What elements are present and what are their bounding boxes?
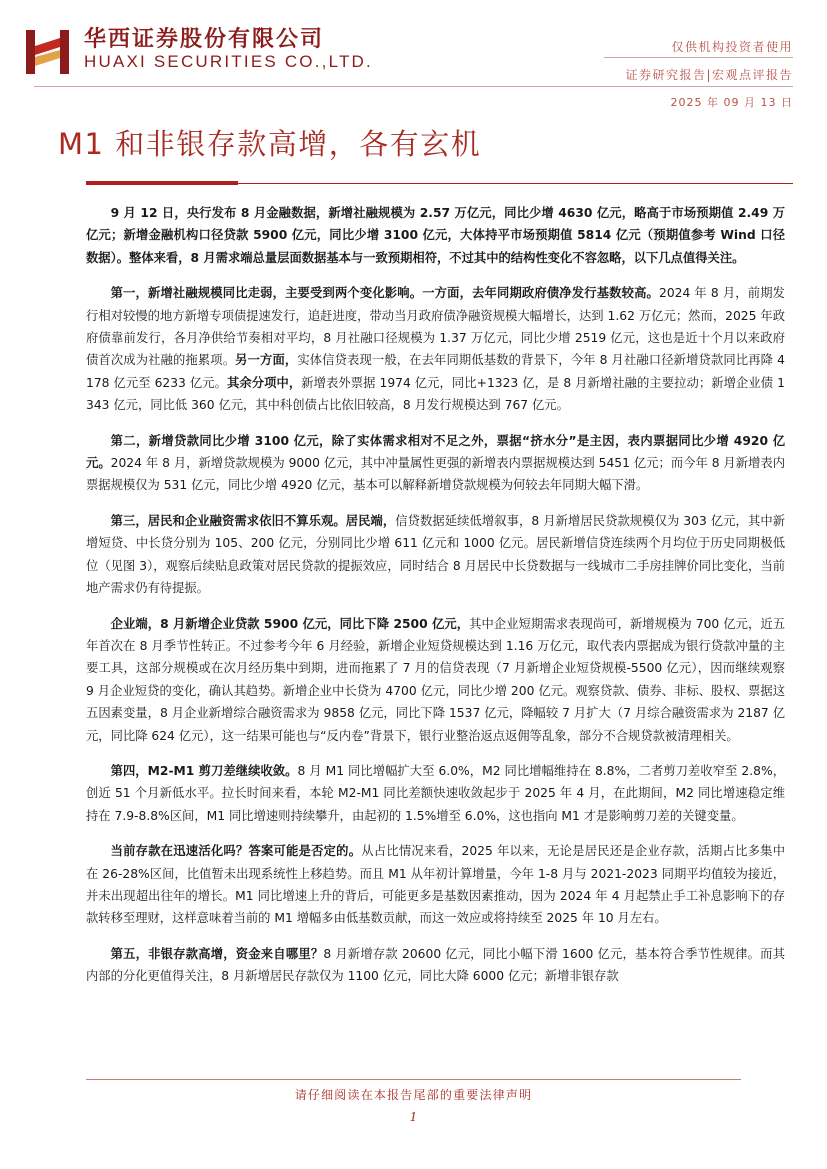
- brand-name-cn: 华西证券股份有限公司: [84, 26, 325, 52]
- paragraph-text: 其中企业短期需求表现尚可，新增规模为 700 亿元，近五年首次在 8 月季节性转正。不过参考今年 6 月经验，新增企业短贷规模达到 1.16 万亿元，取代表内票据成为银行贷款冲量的主要工具，这部分规模或在次月经历集中到期，进而拖累了 7 月的信贷表现（7 月新增企业短贷规模-5500 亿元），因而继续观察 9 月企业短贷的变化，确认其趋势。新增企业中长贷为 4700 亿元，同比少增 200 亿元。观察贷款、债券、非标、股权、票据这五因素变量，8 月企业新增综合融资需求为 9858 亿元，同比下降 1537 亿元，降幅较 7 月扩大（7 月综合融资需求为 2187 亿元，同比降 624 亿元），这一结果可能也与“反内卷”背景下，银行业整治返点返佣等乱象，部分不合规贷款被清理相关。: [86, 616, 785, 743]
- header-divider: [604, 57, 793, 58]
- paragraph-lead: 第二，新增贷款同比少增 3100 亿元，除了实体需求相对不足之外，票据“挤水分”是主因，表内票据同比少增 4920 亿元。: [86, 433, 785, 471]
- paragraph-lead: 第五，非银存款高增，资金来自哪里？: [110, 946, 324, 961]
- paragraph-lead: 第一，新增社融规模同比走弱，主要受到两个变化影响。一方面，去年同期政府债净发行基数较高。: [110, 286, 660, 301]
- report-type: 证券研究报告|宏观点评报告: [625, 68, 793, 82]
- audience-note: 仅供机构投资者使用: [671, 40, 793, 54]
- paragraph-text: 新增表外票据 1974 亿元，同比+1323 亿，是 8 月新增社融的主要拉动；新增企业债 1343 亿元，同比低 360 亿元，其中科创债占比依旧较高，8 月发行规模达到 767 亿元。: [86, 375, 785, 413]
- title-underline: [238, 183, 793, 184]
- report-date: 2025 年 09 月 13 日: [670, 96, 793, 109]
- huaxi-logo-icon: [24, 26, 74, 76]
- paragraph-lead: 9 月 12 日，央行发布 8 月金融数据，新增社融规模为 2.57 万亿元，同比少增 4630 亿元，略高于市场预期值 2.49 万亿元；新增金融机构口径贷款 5900 亿元，同比少增 3100 亿元，大体持平市场预期值 5814 亿元（预期值参考 Wind 口径数据）。整体来看，8 月需求端总量层面数据基本与一致预期相符，不过其中的结构性变化不容忽略，以下几点值得关注。: [86, 206, 785, 265]
- paragraph-text: 从占比情况来看，2025 年以来，无论是居民还是企业存款，活期占比多集中在 26-28%区间，比值暂未出现系统性上移趋势。而且 M1 从年初计算增量，今年 1-8 月与 2021-2023 同期平均值较为接近，并未出现超出往年的增长。M1 同比增速上升的背后，可能更多是基数因素推动，因为 2024 年 4 月起禁止手工补息影响下的存款转移至理财，这样意味着当前的 M1 增幅多由低基数贡献，而这一效应或将持续至 2025 年 10 月左右。: [86, 844, 785, 926]
- brand-name-en: HUAXI SECURITIES CO.,LTD.: [84, 52, 373, 71]
- paragraph-text: 8 月 M1 同比增幅扩大至 6.0%，M2 同比增幅维持在 8.8%，二者剪刀差收窄至 2.8%，创近 51 个月新低水平。拉长时间来看，本轮 M2-M1 同比差额快速收敛起步于 2025 年 4 月，在此期间，M2 同比增速稳定维持在 7.9-8.8%区间，M1 同比增速则持续攀升，由起初的 1.5%增至 6.0%，这也指向 M1 才是影响剪刀差的关键变量。: [86, 763, 785, 823]
- paragraph-enterprise: [86, 613, 785, 747]
- paragraph-lead: 第四，M2-M1 剪刀差继续收敛。: [110, 763, 298, 778]
- paragraph-emphasis: 另一方面，: [235, 353, 298, 368]
- paragraph-summary: [86, 202, 785, 269]
- report-body: [86, 202, 785, 1001]
- header-rule: [34, 86, 793, 87]
- paragraph-point-3: [86, 510, 785, 600]
- paragraph-point-2: [86, 430, 785, 497]
- paragraph-lead: 第三，居民和企业融资需求依旧不算乐观。居民端，: [110, 513, 396, 528]
- page-number: 1: [409, 1110, 418, 1124]
- paragraph-text: 2024 年 8 月，前期发行相对较慢的地方新增专项债提速发行，追赶进度，带动当月政府债净融资规模大幅增长，达到 1.62 万亿元；然而，2025 年政府债靠前发行，各月净供给节奏相对平均，8 月社融口径规模为 1.37 万亿元，同比少增 2519 亿元，这也是近十个月以来政府债首次成为社融的拖累项。: [86, 286, 785, 368]
- paragraph-point-1: [86, 282, 785, 416]
- paragraph-emphasis: 其余分项中，: [226, 375, 302, 390]
- paragraph-text: 信贷数据延续低增叙事，8 月新增居民贷款规模仅为 303 亿元，其中新增短贷、中长贷分别为 105、200 亿元，分别同比少增 611 亿元和 1000 亿元。居民新增信贷连续两个月均位于历史同期极低位（见图 3），观察后续贴息政策对居民贷款的提振效应，同时结合 8 月居民中长贷数据与一线城市二手房挂牌价同比变化，当前地产需求仍有待提振。: [86, 513, 785, 596]
- title-underline-accent: [86, 181, 238, 185]
- paragraph-deposit-activation: [86, 840, 785, 930]
- paragraph-text: 8 月新增存款 20600 亿元，同比小幅下滑 1600 亿元，基本符合季节性规律。而其内部的分化更值得关注，8 月新增居民存款仅为 1100 亿元，同比大降 6000 亿元；新增非银存款: [86, 946, 785, 984]
- paragraph-lead: 企业端，8 月新增企业贷款 5900 亿元，同比下降 2500 亿元，: [110, 616, 470, 631]
- paragraph-text: 2024 年 8 月，新增贷款规模为 9000 亿元，其中冲量属性更强的新增表内票据规模达到 5451 亿元；而今年 8 月新增表内票据规模仅为 531 亿元，同比少增 4920 亿元，基本可以解释新增贷款规模为何较去年同期大幅下滑。: [86, 456, 785, 493]
- legal-disclaimer: 请仔细阅读在本报告尾部的重要法律声明: [294, 1088, 533, 1102]
- paragraph-text: 实体信贷表现一般，在去年同期低基数的背景下，今年 8 月社融口径新增贷款同比再降 4178 亿元至 6233 亿元。: [86, 353, 785, 390]
- paragraph-point-5: [86, 943, 785, 988]
- page-title: M1 和非银存款高增，各有玄机: [58, 127, 482, 161]
- paragraph-point-4: [86, 760, 785, 827]
- paragraph-lead: 当前存款在迅速活化吗？答案可能是否定的。: [110, 844, 362, 859]
- footer-divider: [86, 1079, 741, 1080]
